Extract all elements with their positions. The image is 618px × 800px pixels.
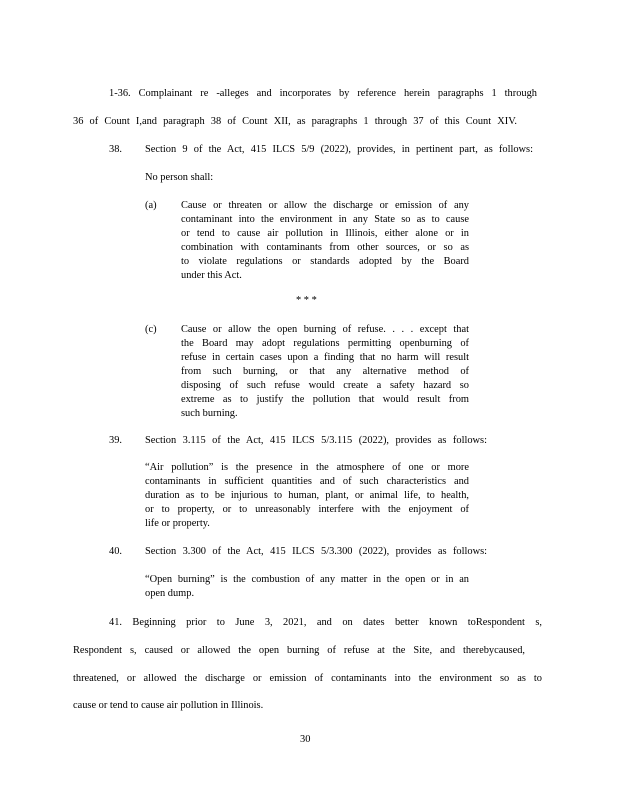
para-40-number: 40.: [109, 546, 122, 557]
item-c-line: the Board may adopt regulations permitting openburning of: [181, 338, 469, 349]
para-39-number: 39.: [109, 435, 122, 446]
item-a-line: contaminant into the environment in any State so as to cause: [181, 214, 469, 225]
item-c-line: from such burning, or that any alternative method of: [181, 366, 469, 377]
para-39-quote-line: or to property, or to unreasonably interfere with the enjoyment of: [145, 504, 469, 515]
para-41-line-2: Respondent s, caused or allowed the open burning of refuse at the Site, and therebycaused,: [73, 645, 525, 656]
item-c-text: [181, 323, 469, 421]
para-40-quote-line: open dump.: [145, 588, 195, 599]
item-a-text: [181, 199, 469, 283]
no-person-shall: No person shall:: [145, 172, 214, 183]
para-41-line-4: cause or tend to cause air pollution in Illinois.: [73, 700, 264, 711]
para-40-text: Section 3.300 of the Act, 415 ILCS 5/3.300 (2022), provides as follows:: [145, 546, 487, 557]
para-41-line-1: 41. Beginning prior to June 3, 2021, and on dates better known toRespondent s,: [109, 617, 542, 628]
para-39-quote: [145, 461, 469, 531]
item-c-line: disposing of such refuse would create a safety hazard so: [181, 380, 469, 391]
item-a-line: Cause or threaten or allow the discharge or emission of any: [181, 200, 469, 211]
item-c-line: such burning.: [181, 408, 238, 419]
item-a-line: or tend to cause air pollution in Illinois, either alone or in: [181, 228, 469, 239]
para-39-text: Section 3.115 of the Act, 415 ILCS 5/3.115 (2022), provides as follows:: [145, 435, 487, 446]
para-41-line-3: threatened, or allowed the discharge or emission of contaminants into the environment so as to: [73, 673, 542, 684]
para-38-text: Section 9 of the Act, 415 ILCS 5/9 (2022), provides, in pertinent part, as follows:: [145, 144, 533, 155]
item-c-line: extreme as to justify the pollution that would result from: [181, 394, 469, 405]
item-a-line: combination with contaminants from other sources, or so as: [181, 242, 469, 253]
para-40-quote-line: “Open burning” is the combustion of any matter in the open or in an: [145, 574, 469, 585]
para-39-quote-line: “Air pollution” is the presence in the atmosphere of one or more: [145, 462, 469, 473]
para-1-36-line-1: 1-36. Complainant re -alleges and incorporates by reference herein paragraphs 1 through: [109, 88, 537, 99]
page-number: 30: [300, 734, 311, 745]
section-break-stars: * * *: [296, 295, 317, 306]
item-a-label: (a): [145, 200, 157, 211]
para-39-quote-line: contaminants in sufficient quantities and of such characteristics and: [145, 476, 469, 487]
para-40-quote: [145, 573, 469, 601]
para-1-36-line-2: 36 of Count I,and paragraph 38 of Count XII, as paragraphs 1 through 37 of this Count XIV.: [73, 116, 517, 127]
item-c-line: Cause or allow the open burning of refuse. . . . except that: [181, 324, 469, 335]
para-39-quote-line: duration as to be injurious to human, plant, or animal life, to health,: [145, 490, 469, 501]
para-38-number: 38.: [109, 144, 122, 155]
para-39-quote-line: life or property.: [145, 518, 210, 529]
item-a-line: under this Act.: [181, 270, 242, 281]
item-a-line: to violate regulations or standards adopted by the Board: [181, 256, 469, 267]
item-c-label: (c): [145, 324, 157, 335]
item-c-line: refuse in certain cases upon a finding that no harm will result: [181, 352, 469, 363]
